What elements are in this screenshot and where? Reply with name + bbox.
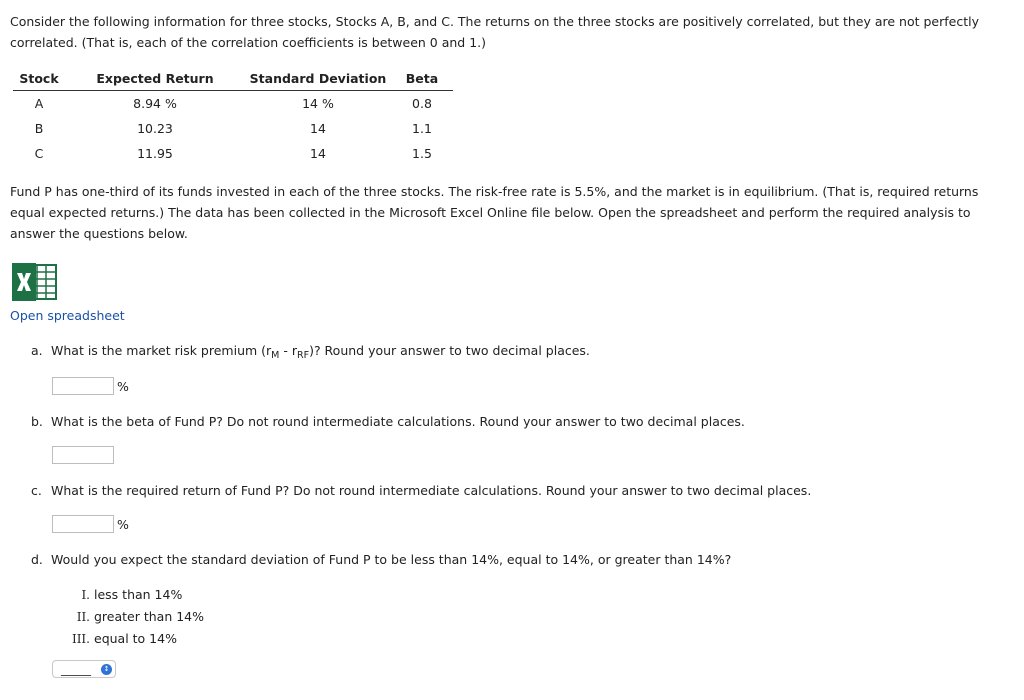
- table-row: [13, 116, 453, 141]
- cell-expected-return: 10.23: [137, 121, 173, 136]
- question-c-letter: c.: [31, 483, 42, 498]
- question-d: [31, 551, 731, 569]
- answer-d-selected-value: _____: [61, 662, 91, 676]
- cell-standard-deviation: 14 %: [302, 96, 334, 111]
- header-expected-return: Expected Return: [65, 68, 245, 91]
- question-a-sub-rf: RF: [296, 350, 310, 361]
- question-d-text: Would you expect the standard deviation of Fund P to be less than 14%, equal to 14%, or greater than 14%?: [51, 552, 732, 567]
- header-stock: Stock: [13, 68, 65, 91]
- question-a: [31, 342, 590, 362]
- cell-expected-return: 11.95: [137, 146, 173, 161]
- question-a-text-before: What is the market risk premium (r: [51, 343, 272, 358]
- option-number: II.: [76, 610, 90, 624]
- question-d-letter: d.: [31, 552, 43, 567]
- cell-stock: B: [34, 121, 44, 136]
- option-item: [60, 628, 204, 650]
- question-b-letter: b.: [31, 414, 43, 429]
- answer-d-options: [60, 584, 204, 650]
- option-label: equal to 14%: [94, 631, 177, 646]
- question-a-sub-m: M: [271, 350, 280, 361]
- answer-c-unit: %: [117, 517, 129, 532]
- cell-standard-deviation: 14: [310, 146, 326, 161]
- question-a-text-after: )? Round your answer to two decimal places.: [309, 343, 590, 358]
- chevron-up-down-icon: ↕: [101, 664, 112, 675]
- answer-d-select[interactable]: [52, 660, 116, 678]
- answer-c-input[interactable]: [52, 515, 114, 533]
- stocks-table: [13, 68, 453, 166]
- header-standard-deviation: Standard Deviation: [245, 68, 391, 91]
- question-b: [31, 413, 745, 431]
- option-number: I.: [81, 588, 90, 602]
- cell-beta: 1.1: [412, 121, 432, 136]
- question-c: [31, 482, 811, 500]
- open-spreadsheet-link[interactable]: Open spreadsheet: [10, 308, 125, 323]
- question-c-text: What is the required return of Fund P? Do not round intermediate calculations. Round your answer to two decimal places.: [51, 483, 812, 498]
- question-a-text-mid: - r: [279, 343, 297, 358]
- excel-icon[interactable]: [10, 262, 58, 302]
- question-a-letter: a.: [31, 343, 43, 358]
- table-header-row: [13, 68, 453, 91]
- cell-beta: 0.8: [412, 96, 432, 111]
- question-b-text: What is the beta of Fund P? Do not round intermediate calculations. Round your answer to two decimal places.: [51, 414, 745, 429]
- option-label: less than 14%: [94, 587, 183, 602]
- option-item: [60, 584, 204, 606]
- option-item: [60, 606, 204, 628]
- cell-stock: C: [34, 146, 44, 161]
- table-row: [13, 91, 453, 117]
- cell-expected-return: 8.94 %: [133, 96, 177, 111]
- cell-standard-deviation: 14: [310, 121, 326, 136]
- intro-paragraph: Consider the following information for three stocks, Stocks A, B, and C. The returns on the three stocks are positively correlated, but they are not perfectly correlated. (That is, each of the correlation coefficients is between 0 and 1.): [10, 14, 979, 50]
- option-number: III.: [71, 632, 90, 646]
- answer-a-unit: %: [117, 379, 129, 394]
- header-beta: Beta: [391, 68, 453, 91]
- option-label: greater than 14%: [94, 609, 205, 624]
- fund-paragraph: Fund P has one-third of its funds invested in each of the three stocks. The risk-free rate is 5.5%, and the market is in equilibrium. (That is, required returns equal expected returns.) The data has been collected in the Microsoft Excel Online file below. Open the spreadsheet and perform the required analysis to answer the questions below.: [10, 184, 979, 241]
- answer-b-input[interactable]: [52, 446, 114, 464]
- cell-stock: A: [34, 96, 44, 111]
- table-row: [13, 141, 453, 166]
- cell-beta: 1.5: [412, 146, 432, 161]
- answer-a-input[interactable]: [52, 377, 114, 395]
